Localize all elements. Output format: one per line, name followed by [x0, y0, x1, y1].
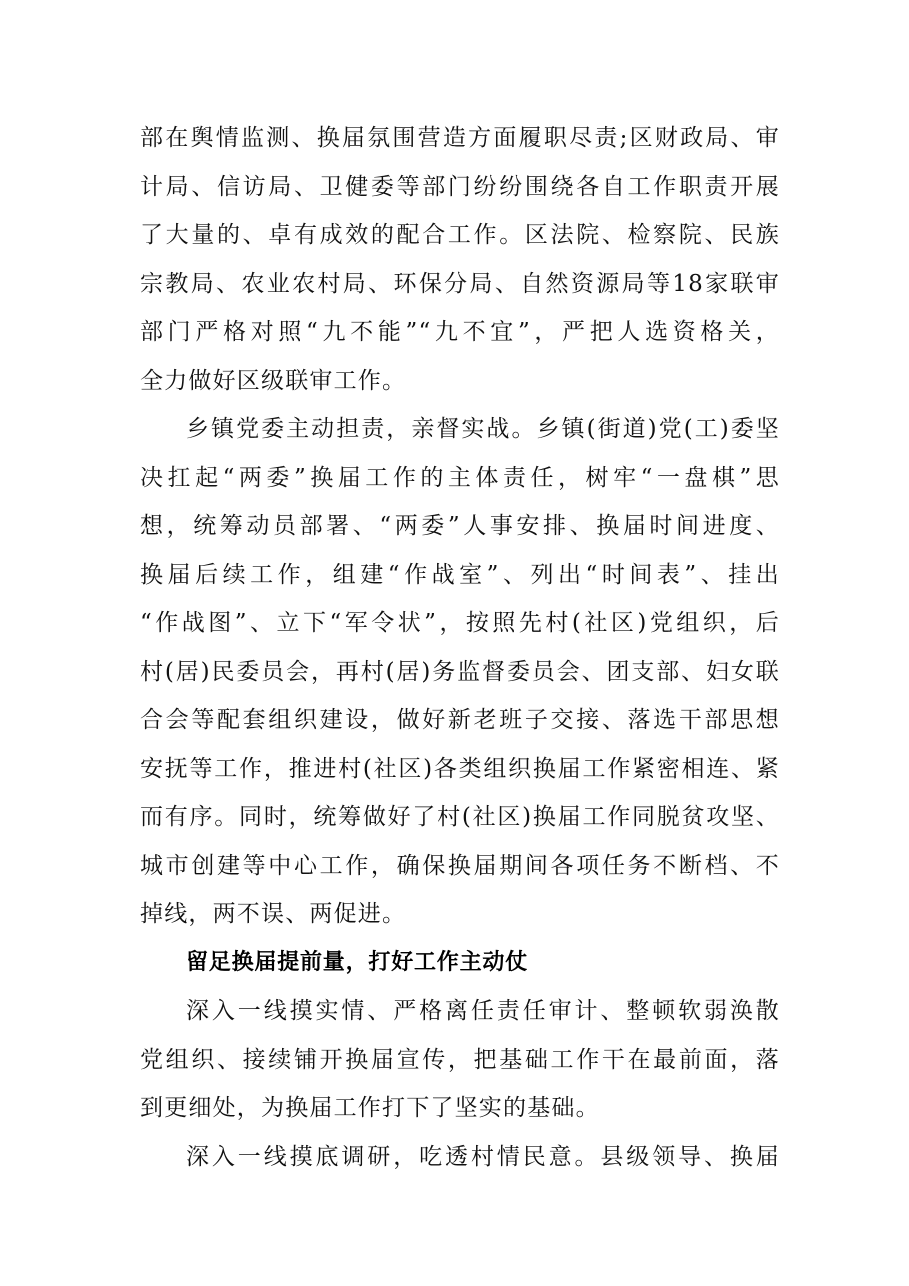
paragraph-4 — [140, 1133, 780, 1182]
paragraph-line: 想，统筹动员部署、“两委”人事安排、换届时间进度、 — [140, 513, 780, 539]
paragraph-line: 乡镇党委主动担责，亲督实战。乡镇(街道)党(工)委坚 — [186, 416, 780, 442]
paragraph-line: 安抚等工作，推进村(社区)各类组织换届工作紧密相连、紧 — [140, 755, 780, 782]
section-heading: 留足换届提前量，打好工作主动仗 — [186, 949, 529, 975]
paragraph-2 — [140, 405, 780, 939]
paragraph-line: 合会等配套组织建设，做好新老班子交接、落选干部思想 — [140, 707, 780, 733]
paragraph-line: 计局、信访局、卫健委等部门纷纷围绕各自工作职责开展 — [140, 173, 780, 200]
paragraph-line: 了大量的、卓有成效的配合工作。区法院、检察院、民族 — [140, 222, 780, 248]
paragraph-line: 部门严格对照“九不能”“九不宜”，严把人选资格关， — [140, 319, 780, 345]
paragraph-line: 而有序。同时，统筹做好了村(社区)换届工作同脱贫攻坚、 — [140, 804, 780, 830]
paragraph-3 — [140, 987, 780, 1133]
paragraph-line: 换届后续工作，组建“作战室”、列出“时间表”、挂出 — [140, 561, 780, 588]
paragraph-1 — [140, 114, 780, 405]
paragraph-line: 全力做好区级联审工作。 — [140, 367, 407, 394]
paragraph-line: 部在舆情监测、换届氛围营造方面履职尽责;区财政局、审 — [140, 125, 780, 151]
paragraph-line: 宗教局、农业农村局、环保分局、自然资源局等18家联审 — [140, 270, 780, 297]
document-body — [140, 114, 780, 1181]
paragraph-line: 到更细处，为换届工作打下了坚实的基础。 — [140, 1095, 600, 1121]
paragraph-line: 深入一线摸实情、严格离任责任审计、整顿软弱涣散 — [186, 998, 780, 1024]
paragraph-line: “作战图”、立下“军令状”，按照先村(社区)党组织，后 — [140, 610, 780, 636]
paragraph-line: 深入一线摸底调研，吃透村情民意。县级领导、换届 — [186, 1143, 780, 1170]
paragraph-line: 党组织、接续铺开换届宣传，把基础工作干在最前面，落 — [140, 1046, 780, 1073]
paragraph-line: 决扛起“两委”换届工作的主体责任，树牢“一盘棋”思 — [140, 464, 780, 491]
paragraph-line: 村(居)民委员会，再村(居)务监督委员会、团支部、妇女联 — [140, 658, 780, 685]
paragraph-line: 城市创建等中心工作，确保换届期间各项任务不断档、不 — [140, 852, 780, 879]
paragraph-line: 掉线，两不误、两促进。 — [140, 901, 407, 927]
